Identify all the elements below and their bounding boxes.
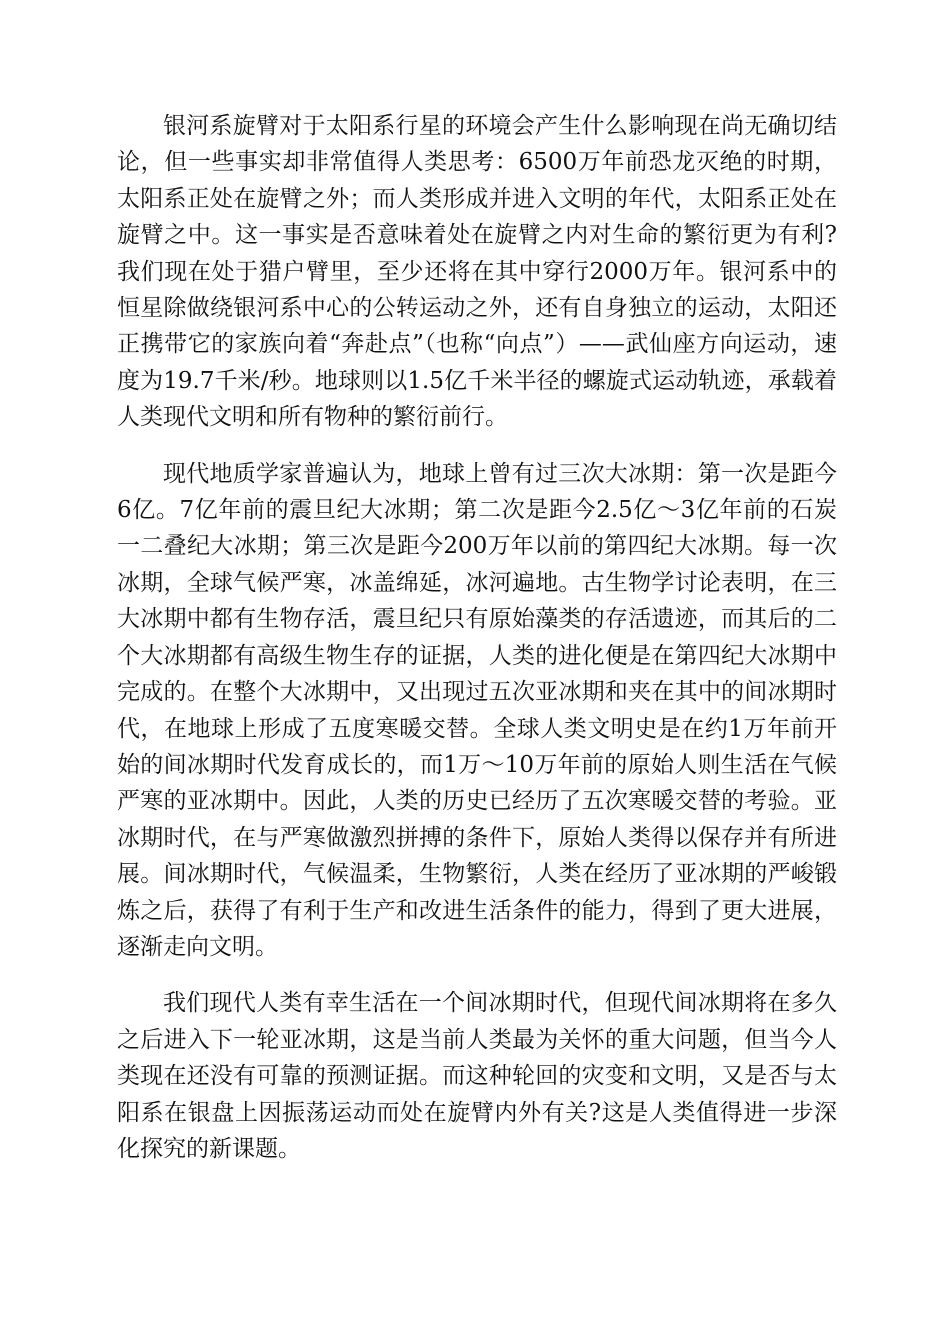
paragraph-galactic-arm: 银河系旋臂对于太阳系行星的环境会产生什么影响现在尚无确切结论，但一些事实却非常值得人类思考：6500万年前恐龙灭绝的时期，太阳系正处在旋臂之外；而人类形成并进入文明的年代，太阳系正处在旋臂之中。这一事实是否意味着处在旋臂之内对生命的繁衍更为有利?我们现在处于猎户臂里，至少还将在其中穿行2000万年。银河系中的恒星除做绕银河系中心的公转运动之外，还有自身独立的运动，太阳还正携带它的家族向着“奔赴点”（也称“向点”）——武仙座方向运动，速度为19.7千米/秒。地球则以1.5亿千米半径的螺旋式运动轨迹，承载着人类现代文明和所有物种的繁衍前行。 xyxy=(117,113,837,431)
document-body xyxy=(117,108,837,1187)
paragraph-interglacial: 我们现代人类有幸生活在一个间冰期时代，但现代间冰期将在多久之后进入下一轮亚冰期，这是当前人类最为关怀的重大问题，但当今人类现在还没有可靠的预测证据。而这种轮回的灾变和文明，又是否与太阳系在银盘上因振荡运动而处在旋臂内外有关?这是人类值得进一步深化探究的新课题。 xyxy=(117,990,837,1162)
paragraph-ice-ages: 现代地质学家普遍认为，地球上曾有过三次大冰期：第一次是距今6亿。7亿年前的震旦纪大冰期；第二次是距今2.5亿～3亿年前的石炭一二叠纪大冰期；第三次是距今200万年以前的第四纪大冰期。每一次冰期，全球气候严寒，冰盖绵延，冰河遍地。古生物学讨论表明，在三大冰期中都有生物存活，震旦纪只有原始藻类的存活遗迹，而其后的二个大冰期都有高级生物生存的证据，人类的进化便是在第四纪大冰期中完成的。在整个大冰期中，又出现过五次亚冰期和夹在其中的间冰期时代，在地球上形成了五度寒暖交替。全球人类文明史是在约1万年前开始的间冰期时代发育成长的，而1万～10万年前的原始人则生活在气候严寒的亚冰期中。因此，人类的历史已经历了五次寒暖交替的考验。亚冰期时代，在与严寒做激烈拼搏的条件下，原始人类得以保存并有所进展。间冰期时代，气候温柔，生物繁衍，人类在经历了亚冰期的严峻锻炼之后，获得了有利于生产和改进生活条件的能力，得到了更大进展，逐渐走向文明。 xyxy=(117,460,837,960)
